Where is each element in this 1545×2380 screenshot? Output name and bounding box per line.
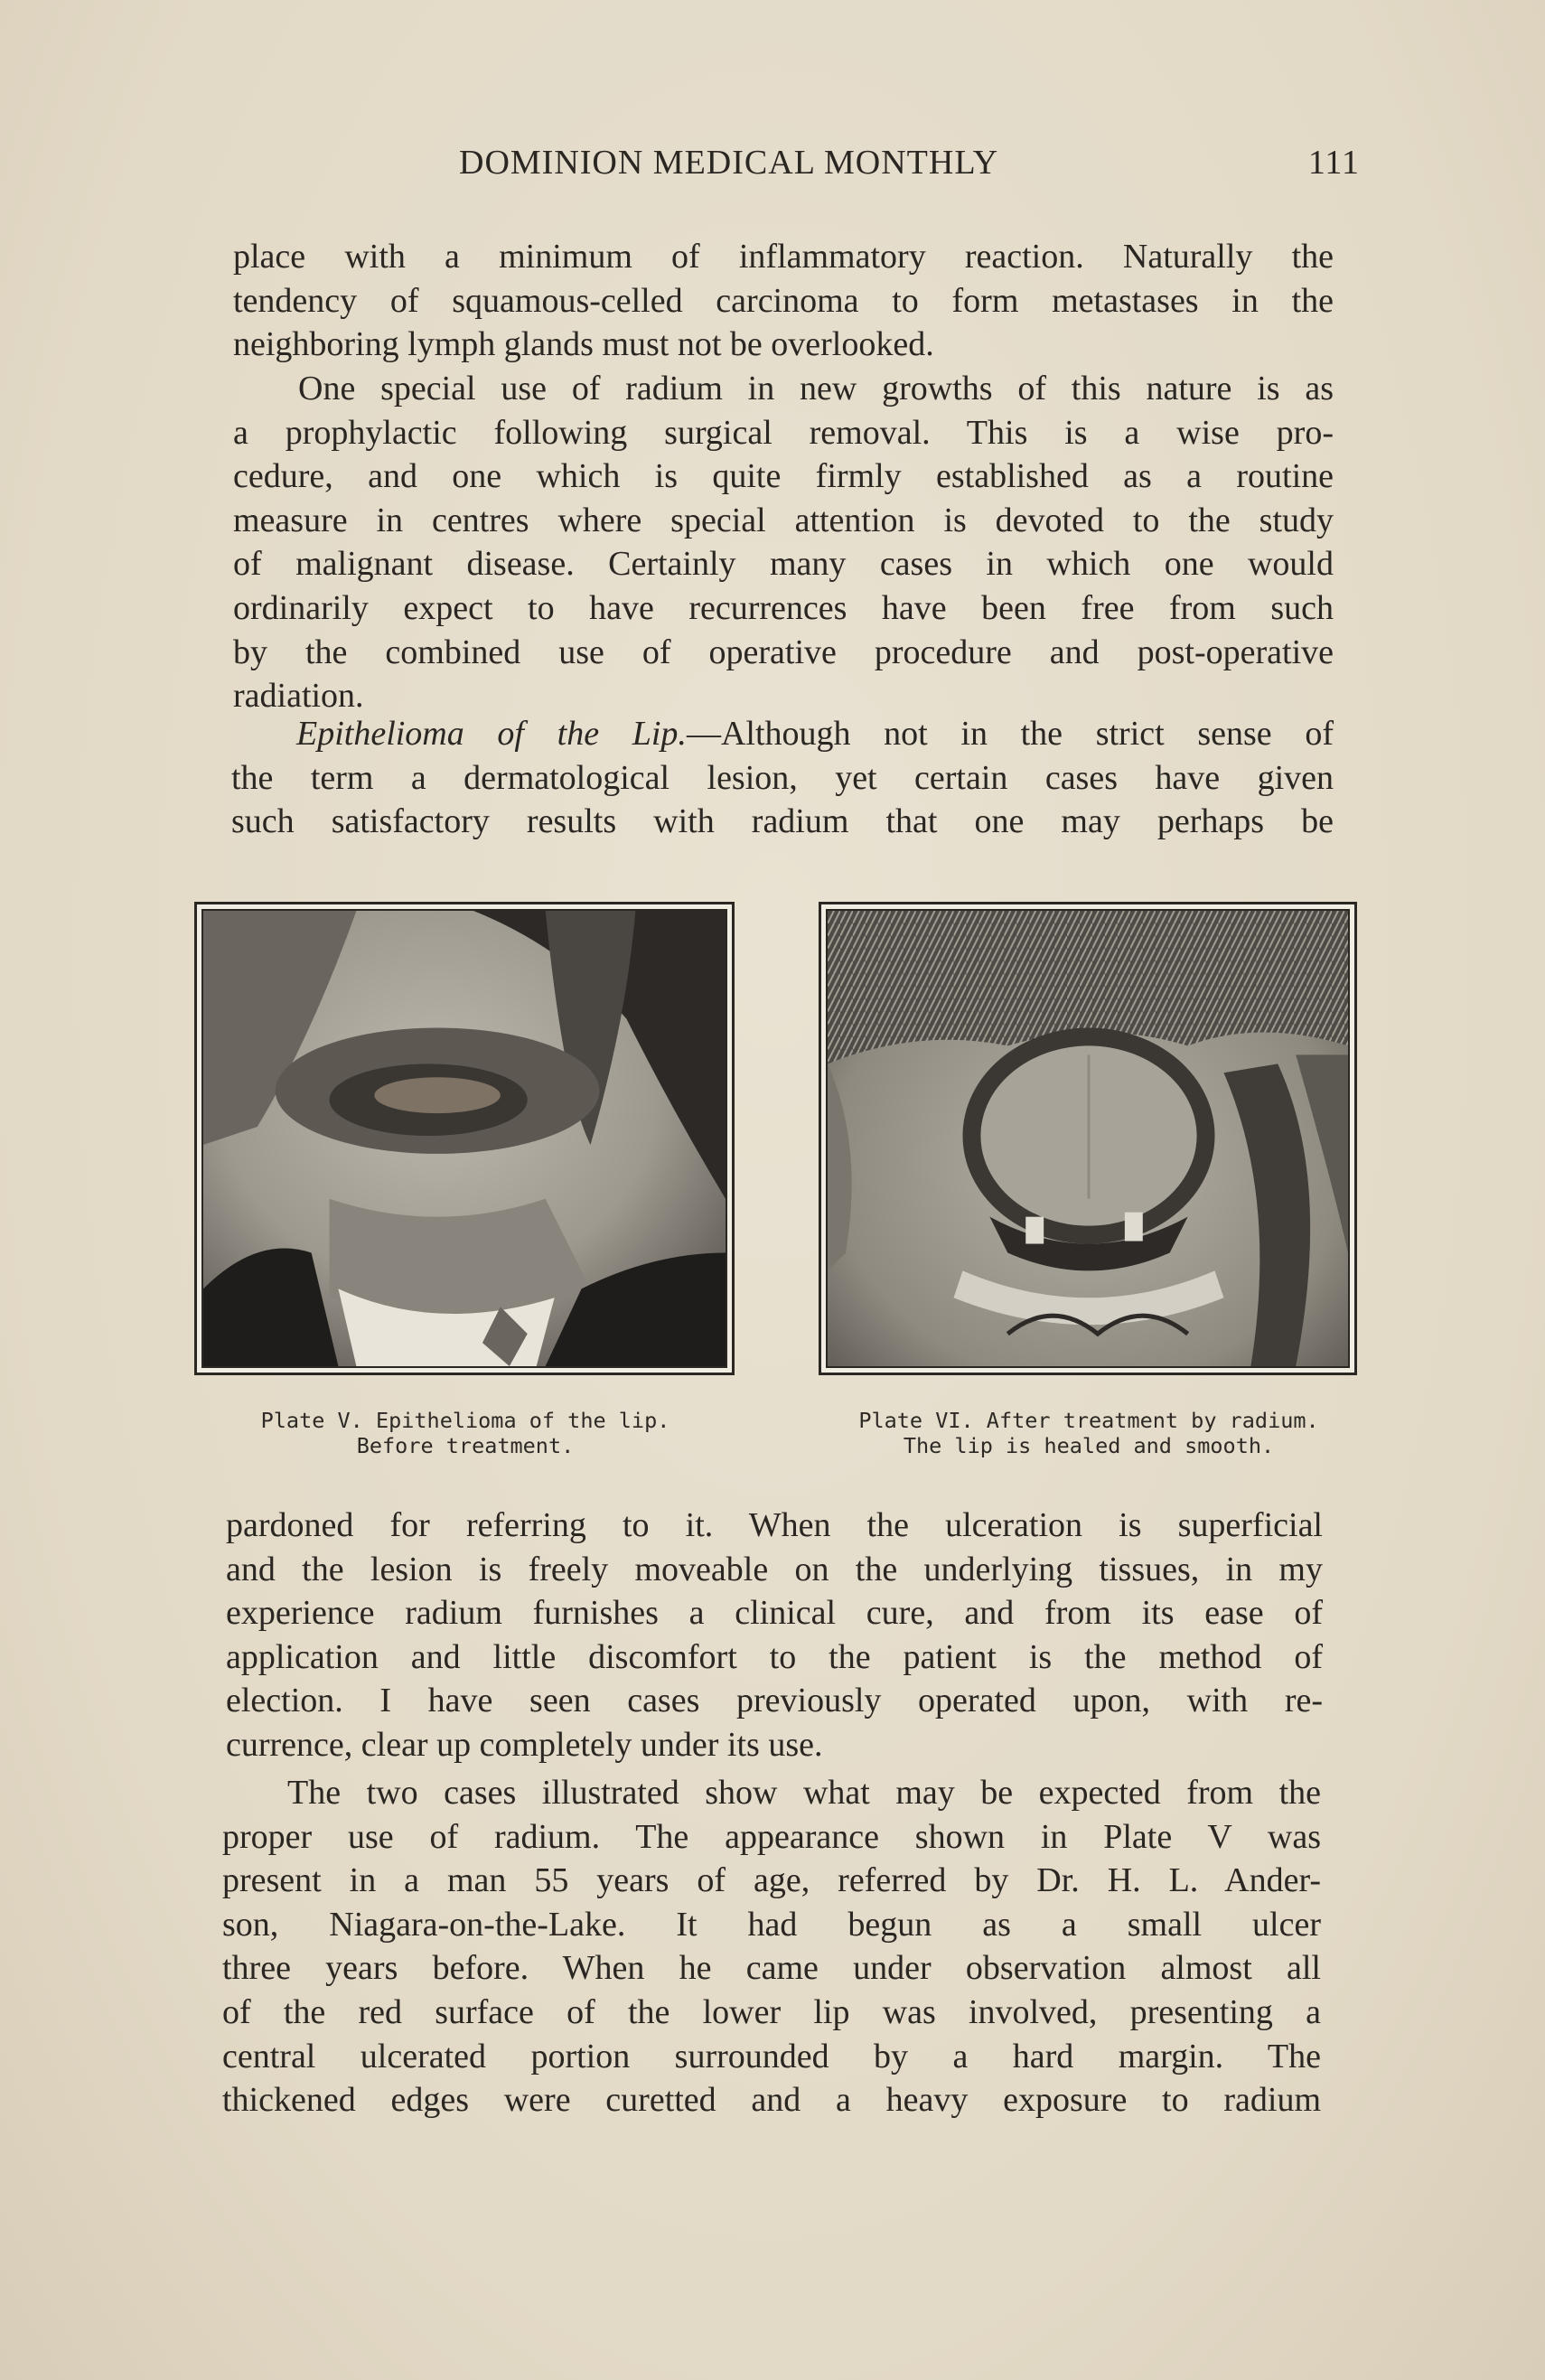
text-line: by the combined use of operative procedure and post-operative — [233, 632, 1334, 671]
text-line: measure in centres where special attention is devoted to the study — [233, 501, 1334, 539]
plate-v-caption — [190, 1408, 741, 1458]
text-line: three years before. When he came under observation almost all — [222, 1949, 1321, 1988]
journal-title: DOMINION MEDICAL MONTHLY — [459, 144, 999, 182]
patient-before-image — [203, 911, 726, 1366]
plate-vi-photo — [819, 902, 1357, 1375]
text-line: the term a dermatological lesion, yet certain cases have given — [231, 758, 1334, 797]
paragraph-pardoned — [226, 1504, 1323, 1767]
text-line: such satisfactory results with radium that one may perhaps be — [231, 802, 1334, 841]
text-line: cedure, and one which is quite firmly established as a routine — [233, 457, 1334, 496]
paragraph-epithelioma — [231, 712, 1334, 844]
text-line: proper use of radium. The appearance shown in Plate V was — [222, 1817, 1321, 1856]
plate-vi-caption — [804, 1408, 1373, 1458]
text-line: of malignant disease. Certainly many cases in which one would — [233, 545, 1334, 584]
caption-line: Plate V. Epithelioma of the lip. — [260, 1408, 670, 1433]
text-line: application and little discomfort to the patient is the method of — [226, 1637, 1323, 1676]
text-line: of the red surface of the lower lip was involved, presenting a — [222, 1992, 1321, 2031]
text-line: central ulcerated portion surrounded by a hard margin. The — [222, 2037, 1321, 2075]
text-line: One special use of radium in new growths of this nature is as — [298, 370, 1334, 408]
paragraph-prophylactic — [233, 367, 1334, 718]
text-line: tendency of squamous-celled carcinoma to form metastases in the — [233, 281, 1334, 320]
page-number: 111 — [1307, 144, 1360, 182]
text-line: present in a man 55 years of age, referred by Dr. H. L. Ander- — [222, 1861, 1321, 1900]
text-line: and the lesion is freely moveable on the underlying tissues, in my — [226, 1550, 1323, 1588]
text-line: place with a minimum of inflammatory reaction. Naturally the — [233, 238, 1334, 276]
text-line: The two cases illustrated show what may be expected from the — [287, 1774, 1321, 1812]
text-line-rest: —Although not in the strict sense of — [686, 715, 1334, 753]
caption-line: The lip is healed and smooth. — [903, 1433, 1275, 1458]
text-line: son, Niagara-on-the-Lake. It had begun as a small ulcer — [222, 1905, 1321, 1944]
text-line: a prophylactic following surgical removal. This is a wise pro- — [233, 413, 1334, 452]
section-heading: Epithelioma of the Lip. — [296, 715, 687, 753]
text-line: currence, clear up completely under its use. — [226, 1725, 823, 1764]
text-line: election. I have seen cases previously operated upon, with re- — [226, 1682, 1323, 1720]
running-header — [226, 143, 1360, 188]
caption-line: Before treatment. — [356, 1433, 575, 1458]
text-line — [231, 712, 1334, 756]
text-line: thickened edges were curetted and a heavy exposure to radium — [222, 2081, 1321, 2120]
patient-after-image — [828, 911, 1348, 1366]
plate-v-photo — [194, 902, 735, 1375]
text-line: experience radium furnishes a clinical cure, and from its ease of — [226, 1594, 1323, 1633]
text-line: pardoned for referring to it. When the ulceration is superficial — [226, 1506, 1323, 1544]
caption-line: Plate VI. After treatment by radium. — [858, 1408, 1319, 1433]
text-line: neighboring lymph glands must not be overlooked. — [233, 325, 934, 364]
paragraph-continued — [233, 235, 1334, 367]
text-line: radiation. — [233, 677, 364, 716]
text-line: ordinarily expect to have recurrences have been free from such — [233, 588, 1334, 627]
paragraph-two-cases — [222, 1771, 1321, 2122]
